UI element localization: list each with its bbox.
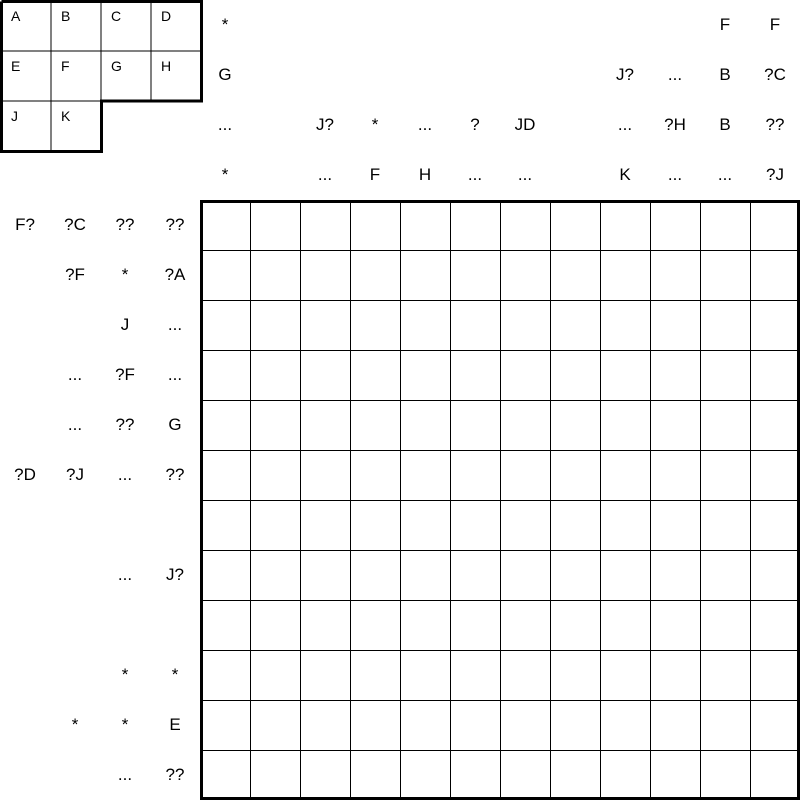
- grid-cell[interactable]: [401, 201, 451, 251]
- grid-cell[interactable]: [251, 601, 301, 651]
- grid-cell[interactable]: [701, 551, 751, 601]
- row-clue: G: [168, 415, 182, 434]
- grid-cell[interactable]: [351, 301, 401, 351]
- grid-cell[interactable]: [551, 501, 601, 551]
- row-clue: *: [121, 715, 129, 734]
- grid-cell[interactable]: [251, 251, 301, 301]
- grid-cell[interactable]: [701, 201, 751, 251]
- legend-letter: G: [111, 58, 122, 74]
- legend-letter: H: [161, 58, 172, 74]
- grid-cell[interactable]: [501, 451, 551, 501]
- grid-cell[interactable]: [451, 751, 501, 800]
- row-clue: ...: [167, 365, 183, 384]
- column-clue: ?H: [664, 115, 686, 134]
- grid-cell[interactable]: [251, 351, 301, 401]
- grid-cell[interactable]: [401, 701, 451, 751]
- column-clue: ...: [717, 165, 733, 184]
- legend-letter: B: [61, 8, 71, 24]
- grid-cell[interactable]: [251, 301, 301, 351]
- grid-cell[interactable]: [501, 501, 551, 551]
- grid-cell[interactable]: [301, 351, 351, 401]
- column-clue: ...: [317, 165, 333, 184]
- grid-cell[interactable]: [651, 551, 701, 601]
- grid-cell[interactable]: [351, 601, 401, 651]
- grid-cell[interactable]: [451, 201, 501, 251]
- grid-cell[interactable]: [351, 451, 401, 501]
- legend-letter: D: [161, 8, 172, 24]
- grid-cell[interactable]: [401, 251, 451, 301]
- row-clue: ??: [165, 215, 185, 234]
- row-clue: ...: [117, 465, 133, 484]
- grid-cell[interactable]: [601, 351, 651, 401]
- grid-cell[interactable]: [251, 551, 301, 601]
- grid-cell[interactable]: [701, 751, 751, 800]
- grid-cell[interactable]: [201, 651, 251, 701]
- legend-letter: A: [11, 8, 21, 24]
- row-clue: ...: [117, 765, 133, 784]
- column-clue: G: [218, 65, 232, 84]
- column-clue: *: [371, 115, 379, 134]
- grid-cell[interactable]: [351, 751, 401, 800]
- grid-cell[interactable]: [251, 451, 301, 501]
- grid-cell[interactable]: [751, 351, 800, 401]
- column-clue: ...: [467, 165, 483, 184]
- grid-cell[interactable]: [201, 201, 251, 251]
- grid-cell[interactable]: [401, 751, 451, 800]
- grid-cell[interactable]: [351, 351, 401, 401]
- grid-cell[interactable]: [551, 351, 601, 401]
- row-clue: J?: [166, 565, 184, 584]
- grid-cell[interactable]: [751, 301, 800, 351]
- grid-cell[interactable]: [551, 651, 601, 701]
- grid-cell[interactable]: [251, 651, 301, 701]
- grid-cell[interactable]: [201, 751, 251, 800]
- column-clue: ...: [667, 165, 683, 184]
- grid-cell[interactable]: [601, 601, 651, 651]
- grid-cell[interactable]: [751, 401, 800, 451]
- grid-cell[interactable]: [651, 751, 701, 800]
- row-clue: ?J: [66, 465, 84, 484]
- row-clue: J: [120, 315, 130, 334]
- grid-cell[interactable]: [551, 551, 601, 601]
- grid-cell[interactable]: [551, 751, 601, 800]
- grid-cell[interactable]: [401, 501, 451, 551]
- row-clue: ?F: [115, 365, 135, 384]
- grid-cell[interactable]: [601, 251, 651, 301]
- grid-cell[interactable]: [601, 551, 651, 601]
- grid-cell[interactable]: [201, 351, 251, 401]
- grid-cell[interactable]: [701, 601, 751, 651]
- grid-cell[interactable]: [451, 251, 501, 301]
- grid-cell[interactable]: [751, 451, 800, 501]
- grid-cell[interactable]: [601, 751, 651, 800]
- column-clue: ...: [667, 65, 683, 84]
- grid-cell[interactable]: [501, 701, 551, 751]
- grid-cell[interactable]: [401, 651, 451, 701]
- grid-cell[interactable]: [701, 651, 751, 701]
- grid-cell[interactable]: [451, 501, 501, 551]
- grid-cell[interactable]: [201, 251, 251, 301]
- grid-cell[interactable]: [701, 701, 751, 751]
- grid-cell[interactable]: [651, 451, 701, 501]
- grid-cell[interactable]: [301, 701, 351, 751]
- column-clue: ...: [517, 165, 533, 184]
- grid-cell[interactable]: [351, 551, 401, 601]
- grid-cell[interactable]: [551, 451, 601, 501]
- grid-cell[interactable]: [501, 651, 551, 701]
- grid-cell[interactable]: [301, 251, 351, 301]
- grid-cell[interactable]: [201, 451, 251, 501]
- row-clue: ??: [165, 765, 185, 784]
- column-clue: J?: [316, 115, 334, 134]
- grid-cell[interactable]: [601, 301, 651, 351]
- legend-letter: C: [111, 8, 122, 24]
- grid-cell[interactable]: [501, 301, 551, 351]
- grid-cell[interactable]: [451, 601, 501, 651]
- row-clue: ...: [117, 565, 133, 584]
- grid-cell[interactable]: [251, 701, 301, 751]
- grid-cell[interactable]: [301, 451, 351, 501]
- grid-cell[interactable]: [301, 551, 351, 601]
- grid-cell[interactable]: [351, 401, 401, 451]
- grid-cell[interactable]: [351, 201, 401, 251]
- grid-cell[interactable]: [651, 351, 701, 401]
- grid-cell[interactable]: [601, 201, 651, 251]
- grid-cell[interactable]: [451, 401, 501, 451]
- row-clue: ...: [167, 315, 183, 334]
- grid-cell[interactable]: [301, 401, 351, 451]
- grid-cell[interactable]: [601, 401, 651, 451]
- grid-cell[interactable]: [551, 251, 601, 301]
- grid-cell[interactable]: [601, 701, 651, 751]
- row-clue: F?: [15, 215, 35, 234]
- row-clue: *: [121, 665, 129, 684]
- grid-cell[interactable]: [401, 601, 451, 651]
- grid-cell[interactable]: [401, 551, 451, 601]
- grid-cell[interactable]: [351, 651, 401, 701]
- column-clue: ...: [217, 115, 233, 134]
- grid-cell[interactable]: [751, 201, 800, 251]
- grid-cell[interactable]: [551, 301, 601, 351]
- grid-cell[interactable]: [601, 501, 651, 551]
- legend-letter: J: [11, 108, 18, 124]
- grid-cell[interactable]: [751, 551, 800, 601]
- column-clue: ?C: [764, 65, 786, 84]
- row-clue: ?A: [164, 265, 186, 284]
- grid-cell[interactable]: [201, 551, 251, 601]
- grid-cell[interactable]: [751, 701, 800, 751]
- grid-cell[interactable]: [651, 301, 701, 351]
- grid-cell[interactable]: [501, 551, 551, 601]
- grid-cell[interactable]: [651, 401, 701, 451]
- column-clue: ?J: [766, 165, 784, 184]
- column-clue: F: [369, 165, 381, 184]
- grid-cell[interactable]: [651, 651, 701, 701]
- grid-cell[interactable]: [351, 701, 401, 751]
- grid-cell[interactable]: [351, 501, 401, 551]
- grid-cell[interactable]: [301, 601, 351, 651]
- column-clue: K: [619, 165, 631, 184]
- grid-cell[interactable]: [201, 301, 251, 351]
- grid-cell[interactable]: [751, 751, 800, 800]
- grid-cell[interactable]: [651, 201, 701, 251]
- grid-cell[interactable]: [401, 301, 451, 351]
- column-clue: ??: [765, 115, 785, 134]
- grid-cell[interactable]: [401, 351, 451, 401]
- row-clue: ??: [115, 415, 135, 434]
- grid-cell[interactable]: [501, 401, 551, 451]
- grid-cell[interactable]: [601, 651, 651, 701]
- grid-cell[interactable]: [201, 601, 251, 651]
- grid-cell[interactable]: [501, 601, 551, 651]
- grid-cell[interactable]: [351, 251, 401, 301]
- column-clue: *: [221, 165, 229, 184]
- legend-letter: E: [11, 58, 21, 74]
- grid-cell[interactable]: [201, 701, 251, 751]
- grid-cell[interactable]: [751, 501, 800, 551]
- legend-letter: K: [61, 108, 71, 124]
- row-clue: ??: [115, 215, 135, 234]
- column-clue: J?: [616, 65, 634, 84]
- column-clue: *: [221, 15, 229, 34]
- grid-cell[interactable]: [501, 251, 551, 301]
- row-clue: ...: [67, 365, 83, 384]
- grid-cell[interactable]: [701, 501, 751, 551]
- column-clue: ?: [470, 115, 480, 134]
- grid-cell[interactable]: [501, 351, 551, 401]
- row-clue: ?C: [64, 215, 86, 234]
- column-clue: F: [719, 15, 731, 34]
- grid-cell[interactable]: [551, 201, 601, 251]
- grid-cell[interactable]: [701, 401, 751, 451]
- grid-cell[interactable]: [401, 451, 451, 501]
- grid-cell[interactable]: [251, 501, 301, 551]
- grid-cell[interactable]: [751, 251, 800, 301]
- grid-cell[interactable]: [451, 451, 501, 501]
- grid-cell[interactable]: [501, 751, 551, 800]
- legend-letter: F: [61, 58, 70, 74]
- grid-cell[interactable]: [201, 501, 251, 551]
- grid-cell[interactable]: [701, 351, 751, 401]
- row-clue: *: [121, 265, 129, 284]
- row-clue: *: [71, 715, 79, 734]
- grid-cell[interactable]: [301, 501, 351, 551]
- grid-cell[interactable]: [701, 301, 751, 351]
- row-clue: ...: [67, 415, 83, 434]
- row-clue: *: [171, 665, 179, 684]
- grid-cell[interactable]: [451, 351, 501, 401]
- column-clue: B: [719, 115, 731, 134]
- grid-cell[interactable]: [751, 651, 800, 701]
- column-clue: ...: [617, 115, 633, 134]
- grid-cell[interactable]: [651, 501, 701, 551]
- grid-cell[interactable]: [651, 701, 701, 751]
- grid-cell[interactable]: [201, 401, 251, 451]
- grid-cell[interactable]: [451, 651, 501, 701]
- grid-cell[interactable]: [551, 701, 601, 751]
- grid-cell[interactable]: [501, 201, 551, 251]
- row-clue: E: [169, 715, 181, 734]
- grid-cell[interactable]: [601, 451, 651, 501]
- column-clue: H: [418, 165, 432, 184]
- grid-cell[interactable]: [301, 301, 351, 351]
- grid-cell[interactable]: [251, 201, 301, 251]
- grid-cell[interactable]: [551, 601, 601, 651]
- grid-cell[interactable]: [451, 701, 501, 751]
- row-clue: ?D: [14, 465, 36, 484]
- grid-cell[interactable]: [701, 451, 751, 501]
- grid-cell[interactable]: [301, 201, 351, 251]
- grid-cell[interactable]: [651, 251, 701, 301]
- column-clue: B: [719, 65, 731, 84]
- grid-cell[interactable]: [651, 601, 701, 651]
- grid-cell[interactable]: [401, 401, 451, 451]
- column-clue: ...: [417, 115, 433, 134]
- grid-cell[interactable]: [751, 601, 800, 651]
- column-clue: JD: [514, 115, 536, 134]
- grid-cell[interactable]: [251, 401, 301, 451]
- grid-cell[interactable]: [451, 551, 501, 601]
- grid-cell[interactable]: [301, 651, 351, 701]
- grid-cell[interactable]: [701, 251, 751, 301]
- grid-cell[interactable]: [451, 301, 501, 351]
- grid-cell[interactable]: [301, 751, 351, 800]
- grid-cell[interactable]: [551, 401, 601, 451]
- row-clue: ??: [165, 465, 185, 484]
- row-clue: ?F: [65, 265, 85, 284]
- column-clue: F: [769, 15, 781, 34]
- grid-cell[interactable]: [251, 751, 301, 800]
